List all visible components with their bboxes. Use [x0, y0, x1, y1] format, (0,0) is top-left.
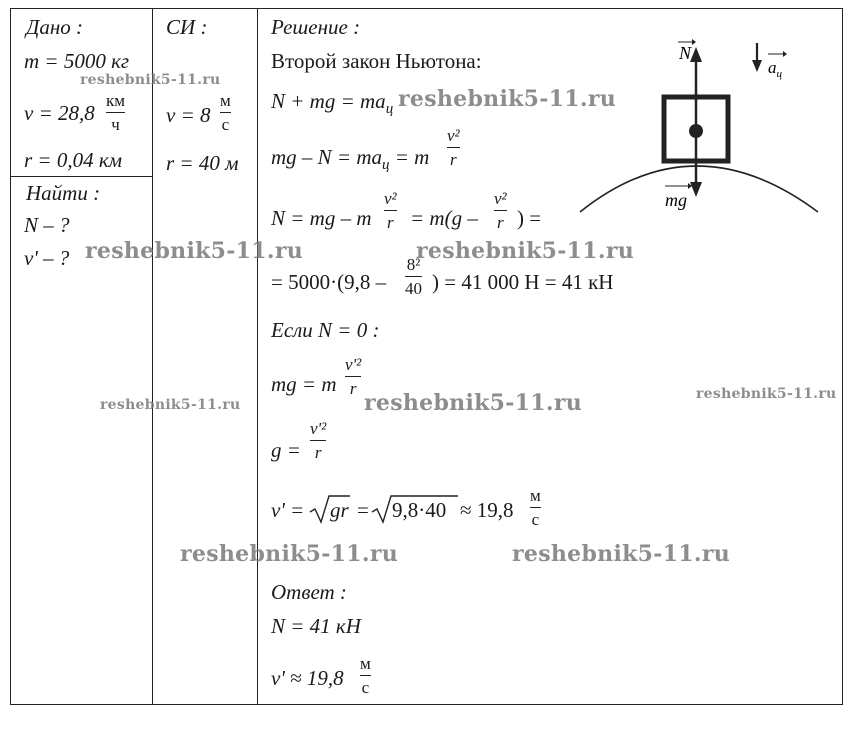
si-radius: r = 40 м	[166, 151, 239, 175]
equation-normal-mid: = m(g –	[410, 206, 478, 230]
watermark: reshebnik5-11.ru	[180, 541, 399, 567]
watermark: reshebnik5-11.ru	[100, 397, 241, 413]
equation-vector-sum: N + mg = $ma_ц$	[271, 89, 394, 118]
frac-num: v'²	[310, 419, 327, 438]
watermark: reshebnik5-11.ru	[364, 390, 583, 416]
frac-den: r	[387, 213, 394, 232]
watermark: reshebnik5-11.ru	[696, 386, 837, 402]
equation-normal-fraction-2	[494, 190, 507, 231]
equation-g-fraction	[310, 420, 326, 461]
frac-den: 40	[405, 279, 422, 298]
equation-speed-prime: v' =	[271, 498, 305, 522]
equation-critical: mg = m	[271, 372, 337, 396]
solution-header: Решение :	[271, 15, 361, 39]
given-mass: m = 5000 кг	[24, 49, 130, 73]
gravity-arrowhead	[690, 182, 702, 197]
equation-normal-fraction-1	[384, 190, 397, 231]
equation-numeric: = 5000·(9,8 –	[271, 270, 387, 294]
newton-law-text: Второй закон Ньютона:	[271, 49, 482, 73]
given-speed-unit-num: км	[106, 91, 126, 110]
watermark: reshebnik5-11.ru	[85, 238, 304, 264]
equation-numeric-result: ) = 41 000 Н = 41 кН	[432, 270, 614, 294]
frac-num: м	[530, 486, 541, 505]
answer-header: Ответ :	[271, 580, 347, 604]
frac-den: с	[531, 510, 540, 529]
frac-num: м	[360, 654, 371, 673]
watermark: reshebnik5-11.ru	[512, 541, 731, 567]
given-header: Дано :	[26, 15, 84, 39]
sqrt-gr: gr	[330, 498, 349, 522]
si-speed-unit-num: м	[220, 91, 231, 110]
answer-speed-unit	[360, 655, 371, 696]
si-speed-unit	[220, 92, 231, 133]
equation-g: g =	[271, 438, 301, 462]
frac-den: r	[349, 379, 357, 398]
find-speed-prime: v' – ?	[24, 246, 70, 270]
normal-force-label: N	[679, 43, 692, 63]
answer-normal-force: N = 41 кН	[271, 614, 361, 638]
equation-normal-force: N = mg – m	[271, 206, 372, 230]
acceleration-arrowhead	[752, 60, 762, 72]
force-diagram	[570, 35, 830, 225]
frac-den: r	[314, 443, 322, 462]
watermark: reshebnik5-11.ru	[416, 238, 635, 264]
watermark: reshebnik5-11.ru	[80, 72, 221, 88]
equation-projection-fraction	[447, 127, 460, 168]
frac-num: v²	[494, 189, 507, 208]
row-divider-given-find	[10, 176, 152, 177]
frac-num: v²	[384, 189, 397, 208]
column-divider-given-si	[152, 8, 153, 705]
equation-critical-fraction	[345, 356, 361, 397]
si-speed-unit-den: с	[221, 115, 230, 134]
column-divider-si-solution	[257, 8, 258, 705]
equation-projection: mg – $N = ma_ц = m$	[271, 145, 430, 174]
speed-prime-unit	[530, 487, 541, 528]
find-header: Найти :	[26, 181, 101, 205]
si-header: СИ :	[166, 15, 208, 39]
given-speed-unit-den: ч	[111, 115, 120, 134]
equation-normal-end: ) =	[517, 206, 542, 230]
frac-num: v²	[447, 126, 460, 145]
frac-num: 8²	[406, 255, 421, 274]
equation-speed-prime-result: ≈ 19,8	[460, 498, 514, 522]
equation-speed-prime-eq: =	[357, 498, 369, 522]
given-speed: v = 28,8	[24, 101, 95, 125]
condition-zero-normal: Если N = 0 :	[271, 318, 380, 342]
acceleration-label: $a_ц$	[768, 58, 782, 80]
gravity-label: mg	[665, 190, 687, 210]
frac-num: v'²	[345, 355, 362, 374]
sqrt-numeric: 9,8·40	[392, 498, 447, 522]
frac-den: r	[497, 213, 504, 232]
given-speed-unit	[106, 92, 125, 133]
frac-den: с	[361, 678, 370, 697]
watermark: reshebnik5-11.ru	[398, 86, 617, 112]
normal-force-arrowhead	[690, 47, 702, 62]
si-speed: v = 8	[166, 103, 211, 127]
find-normal-force: N – ?	[24, 213, 70, 237]
given-radius: r = 0,04 км	[24, 148, 123, 172]
frac-den: r	[450, 150, 457, 169]
answer-speed-prime: v' ≈ 19,8	[271, 666, 344, 690]
